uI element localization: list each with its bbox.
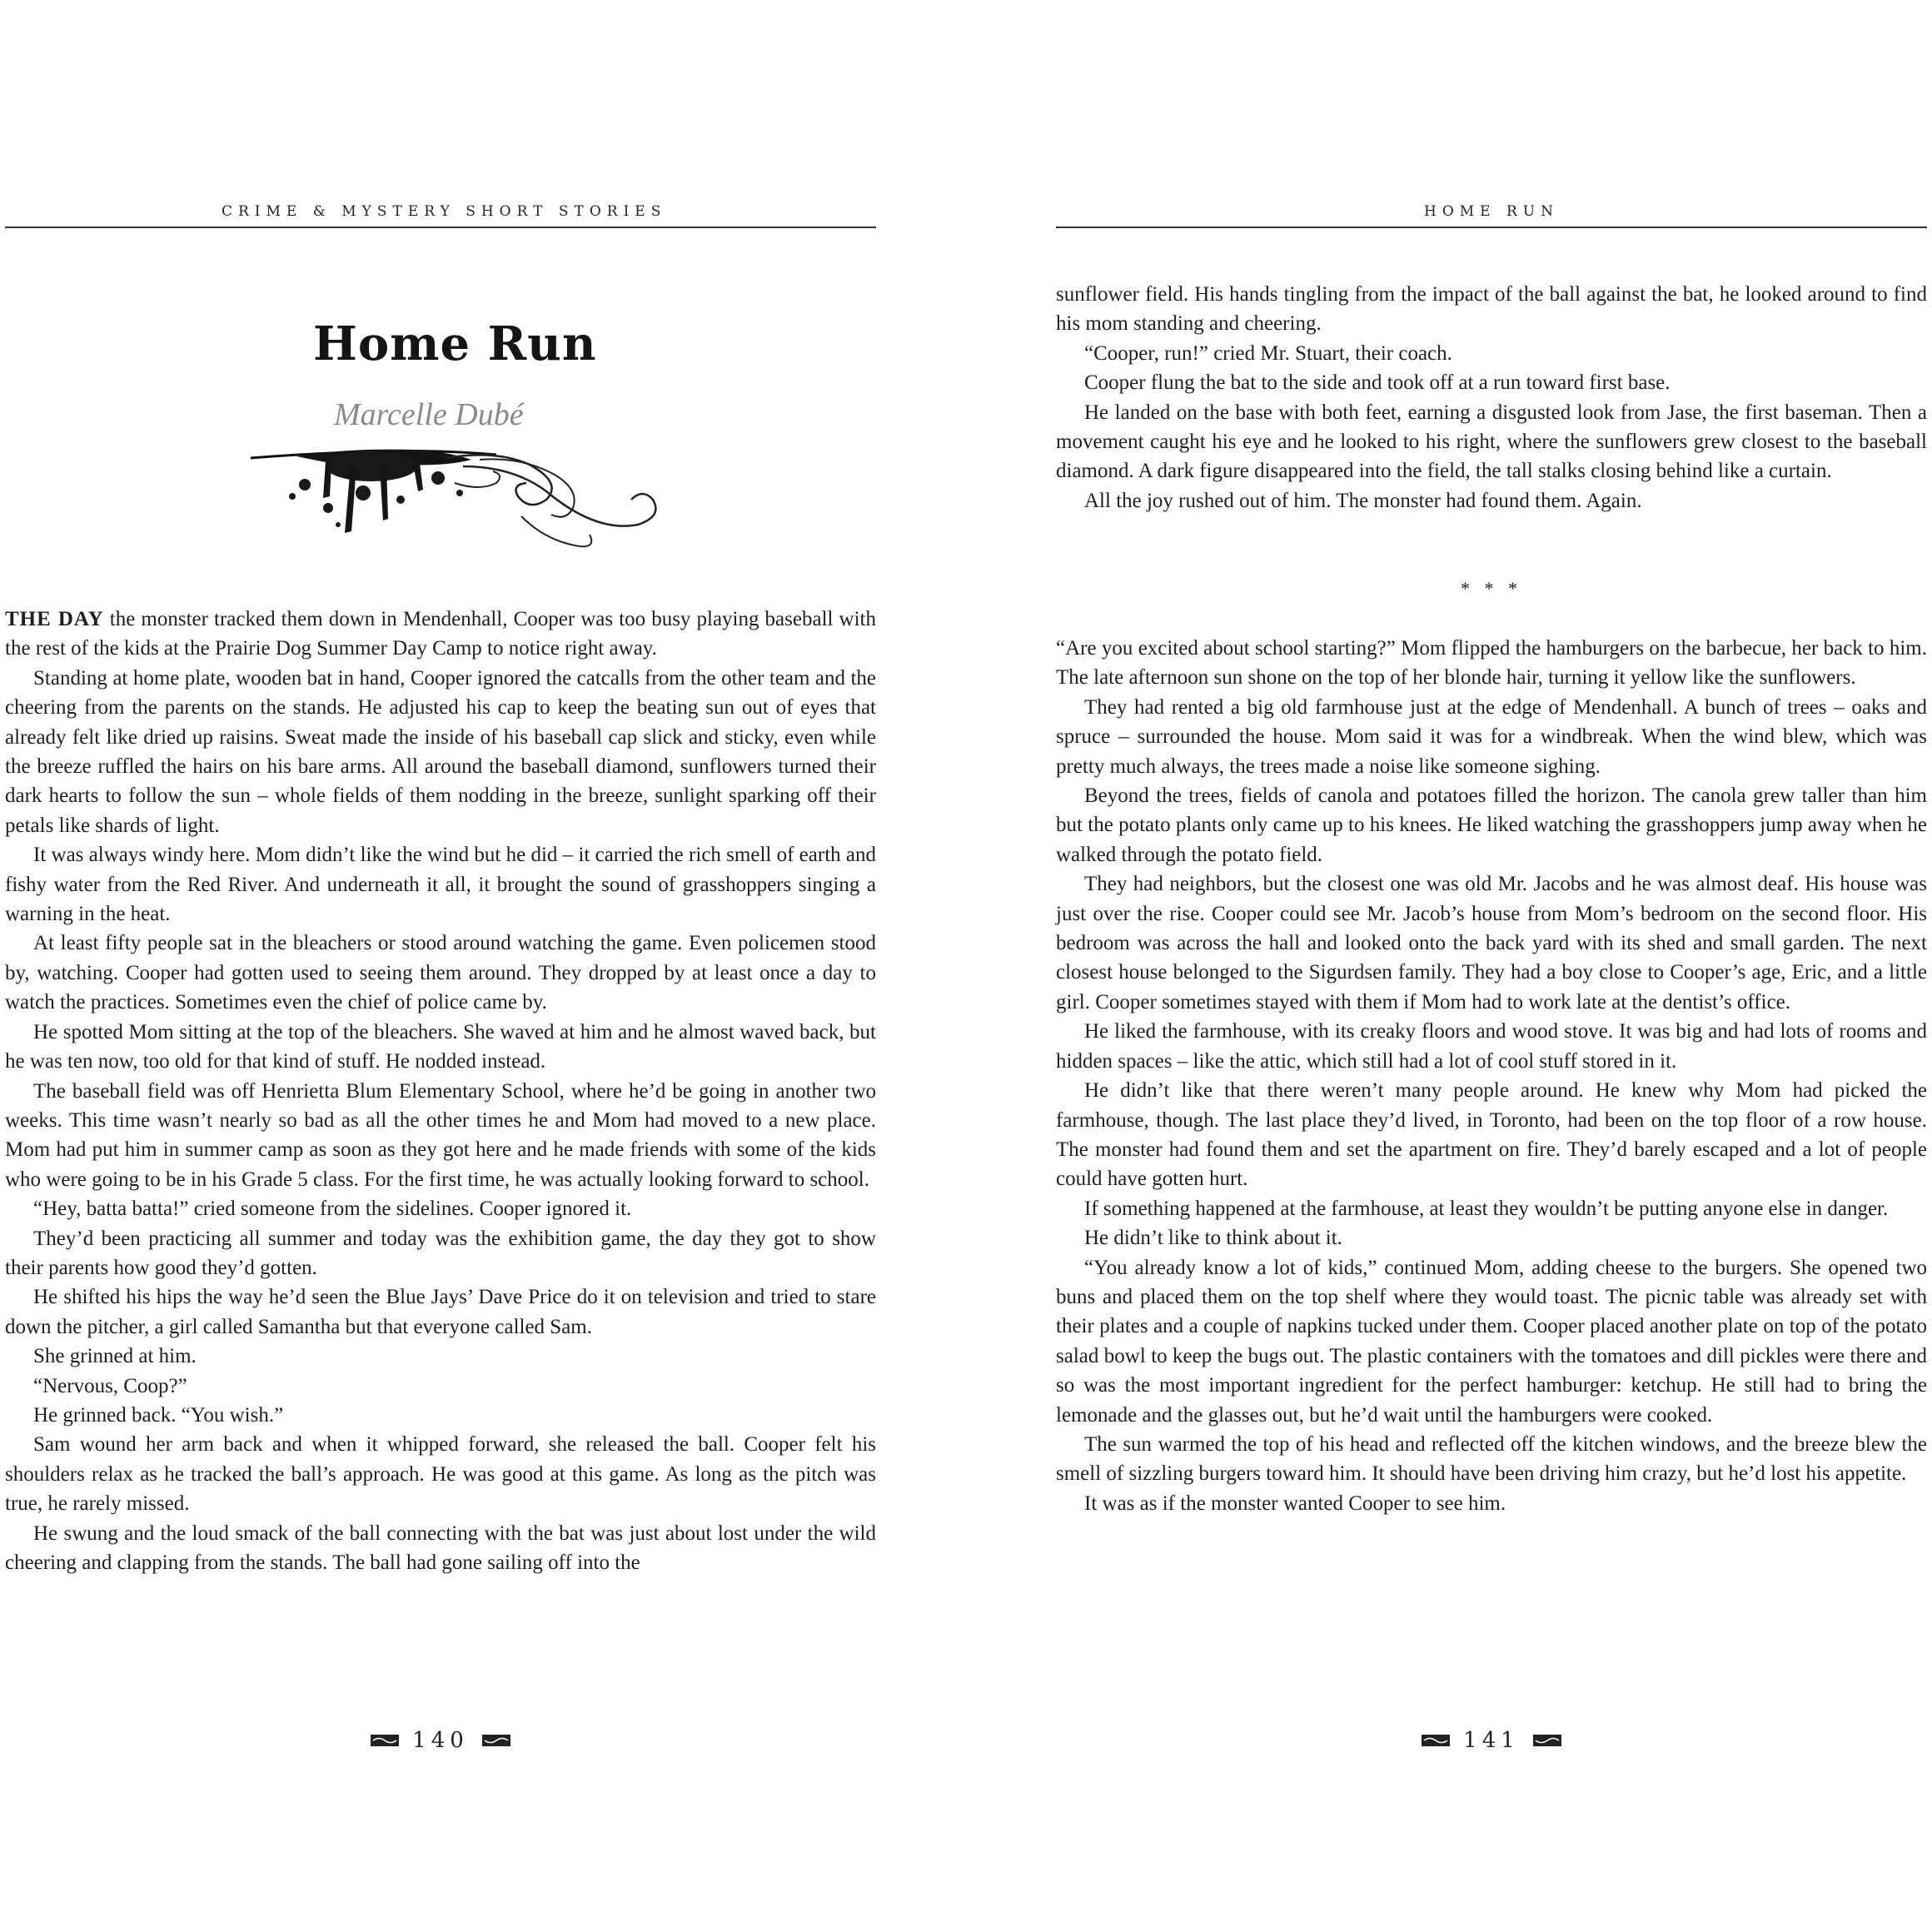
header-rule-left bbox=[5, 227, 876, 228]
folio-ornament-icon bbox=[1533, 1735, 1561, 1746]
paragraph: He spotted Mom sitting at the top of the bleachers. She waved at him and he almost waved back, but he was ten now, too old for that kind of stuff. He nodded instead. bbox=[5, 1020, 876, 1073]
lead-in: THE DAY bbox=[5, 608, 104, 630]
paragraph: He grinned back. “You wish.” bbox=[33, 1403, 284, 1427]
page-number-left bbox=[5, 1727, 876, 1753]
paragraph: At least fifty people sat in the bleachers or stood around watching the game. Even policemen stood by, watching. Cooper had gotten used to seeing them around. They dropped by at least once a day to watch the practices. Sometimes even the chief of police came by. bbox=[5, 932, 876, 1014]
paragraph: “You already know a lot of kids,” continued Mom, adding cheese to the burgers. She opened two buns and placed them on the top shelf where they would toast. The picnic table was already set with their plates and a couple of napkins tucked under them. Cooper placed another plate on top of the potato salad bowl to keep the bugs out. The plastic containers with the tomatoes and dill pickles were there and so was the most important ingredient for the perfect hamburger: ketchup. He still had to bring the lemonade and the glasses out, but he’d wait until the hamburgers were cooked. bbox=[1056, 1256, 1927, 1427]
page-number: 140 bbox=[412, 1728, 469, 1753]
opening-paragraph bbox=[5, 605, 876, 664]
running-head-left: CRIME & MYSTERY SHORT STORIES bbox=[222, 203, 667, 220]
paragraph: They had neighbors, but the closest one was old Mr. Jacobs and he was almost deaf. His house was just over the rise. Cooper could see Mr. Jacob’s house from Mom’s bedroom on the second floor. His bedroom was across the hall and looked onto the back yard with its shed and small garden. The next closest house belonged to the Sigurdsen family. They had a boy close to Cooper’s age, Eric, and a little girl. Cooper sometimes stayed with them if Mom had to work late at the dentist’s office. bbox=[1056, 873, 1927, 1013]
right-body-text-bottom bbox=[1056, 634, 1927, 1518]
continued-paragraph: sunflower field. His hands tingling from the impact of the ball against the bat, he looked around to find his mom standing and cheering. bbox=[1056, 283, 1927, 336]
paragraph: Sam wound her arm back and when it whipped forward, she released the ball. Cooper felt his shoulders relax as he tracked the ball’s approach. He was good at this game. As long as the pitch was true, he rarely missed. bbox=[5, 1433, 876, 1516]
paragraph: All the joy rushed out of him. The monster had found them. Again. bbox=[1084, 489, 1642, 512]
paragraph: They had rented a big old farmhouse just at the edge of Mendenhall. A bunch of trees – oaks and spruce – surrounded the house. Mom said it was for a windbreak. When the wind blew, which was pretty much always, the trees made a noise like someone sighing. bbox=[1056, 695, 1927, 778]
right-page bbox=[1056, 0, 1927, 1932]
paragraph: They’d been practicing all summer and today was the exhibition game, the day they got to show their parents how good they’d gotten. bbox=[5, 1227, 876, 1279]
paragraph: She grinned at him. bbox=[33, 1345, 197, 1368]
left-page bbox=[5, 0, 876, 1932]
paragraph: He landed on the base with both feet, earning a disgusted look from Jase, the first baseman. Then a movement caught his eye and he looked to his right, where the sunflowers grew closest to the baseball diamond. A dark figure disappeared into the field, the tall stalks closing behind like a curtain. bbox=[1056, 401, 1927, 483]
paragraph: It was as if the monster wanted Cooper to see him. bbox=[1084, 1491, 1506, 1515]
paragraph: He didn’t like to think about it. bbox=[1084, 1227, 1342, 1250]
left-body-text bbox=[5, 605, 876, 1577]
paragraph: He shifted his hips the way he’d seen the Blue Jays’ Dave Price do it on television and tried to stare down the pitcher, a girl called Samantha but that everyone called Sam. bbox=[5, 1286, 876, 1338]
paragraph: He didn’t like that there weren’t many people around. He knew why Mom had picked the farmhouse, though. The last place they’d lived, in Toronto, had been on the top floor of a row house. The monster had found them and set the apartment on fire. They’d barely escaped and a lot of people could have gotten hurt. bbox=[1056, 1079, 1927, 1191]
folio-ornament-icon bbox=[1422, 1735, 1450, 1746]
folio-ornament-icon bbox=[371, 1735, 399, 1746]
ink-splatter-ornament bbox=[246, 441, 663, 566]
folio-ornament-icon bbox=[482, 1735, 510, 1746]
paragraph: If something happened at the farmhouse, at least they wouldn’t be putting anyone else in danger. bbox=[1084, 1197, 1889, 1220]
right-body-text-top bbox=[1056, 280, 1927, 515]
paragraph: He swung and the loud smack of the ball connecting with the bat was just about lost under the wild cheering and clapping from the stands. The ball had gone sailing off into the bbox=[5, 1521, 876, 1574]
page-number: 141 bbox=[1463, 1728, 1520, 1753]
header-rule-right bbox=[1056, 227, 1927, 228]
paragraph: Cooper flung the bat to the side and took off at a run toward first base. bbox=[1084, 371, 1671, 395]
paragraph: Beyond the trees, fields of canola and potatoes filled the horizon. The canola grew taller than him but the potato plants only came up to his knees. He liked watching the grasshoppers jump away when he walked through the potato field. bbox=[1056, 784, 1927, 866]
story-title: Home Run bbox=[313, 316, 597, 371]
paragraph: The sun warmed the top of his head and reflected off the kitchen windows, and the breeze blew the smell of sizzling burgers toward him. It should have been driving him crazy, but he’d lost his appetite. bbox=[1056, 1432, 1927, 1486]
paragraph: “Cooper, run!” cried Mr. Stuart, their coach. bbox=[1084, 341, 1452, 365]
running-head-right: HOME RUN bbox=[1424, 203, 1559, 220]
opening-text: the monster tracked them down in Mendenhall, Cooper was too busy playing baseball with the rest of the kids at the Prairie Dog Summer Day Camp to notice right away. bbox=[5, 608, 876, 660]
scene-break: * * * bbox=[1461, 578, 1522, 599]
paragraph: The baseball field was off Henrietta Blum Elementary School, where he’d be going in another two weeks. This time wasn’t nearly so bad as all the other times he and Mom had moved to a new place. Mom had put him in summer camp as soon as they got here and he made friends with some of the kids who were going to be in his Grade 5 class. For the first time, he was actually looking forward to school. bbox=[5, 1079, 876, 1191]
paragraph: “Hey, batta batta!” cried someone from the sidelines. Cooper ignored it. bbox=[33, 1198, 632, 1221]
paragraph: Standing at home plate, wooden bat in hand, Cooper ignored the catcalls from the other team and the cheering from the parents on the stands. He adjusted his cap to keep the beating sun out of eyes that already felt like dried up raisins. Sweat made the inside of his baseball cap slick and sticky, even while the breeze ruffled the hairs on his bare arms. All around the baseball diamond, sunflowers turned their dark hearts to follow the sun – whole fields of them nodding in the breeze, sunlight sparking off their petals like shards of light. bbox=[5, 666, 876, 837]
paragraph: It was always windy here. Mom didn’t like the wind but he did – it carried the rich smell of earth and fishy water from the Red River. And underneath it all, it brought the sound of grasshoppers singing a warning in the heat. bbox=[5, 844, 876, 926]
page-number-right bbox=[1056, 1727, 1927, 1753]
paragraph: “Are you excited about school starting?” Mom flipped the hamburgers on the barbecue, her back to him. The late afternoon sun shone on the top of her blonde hair, turning it yellow like the sunflowers. bbox=[1056, 637, 1927, 690]
paragraph: He liked the farmhouse, with its creaky floors and wood stove. It was big and had lots of rooms and hidden spaces – like the attic, which still had a lot of cool stuff stored in it. bbox=[1056, 1020, 1927, 1073]
paragraph: “Nervous, Coop?” bbox=[33, 1374, 187, 1397]
story-author: Marcelle Dubé bbox=[334, 397, 524, 432]
